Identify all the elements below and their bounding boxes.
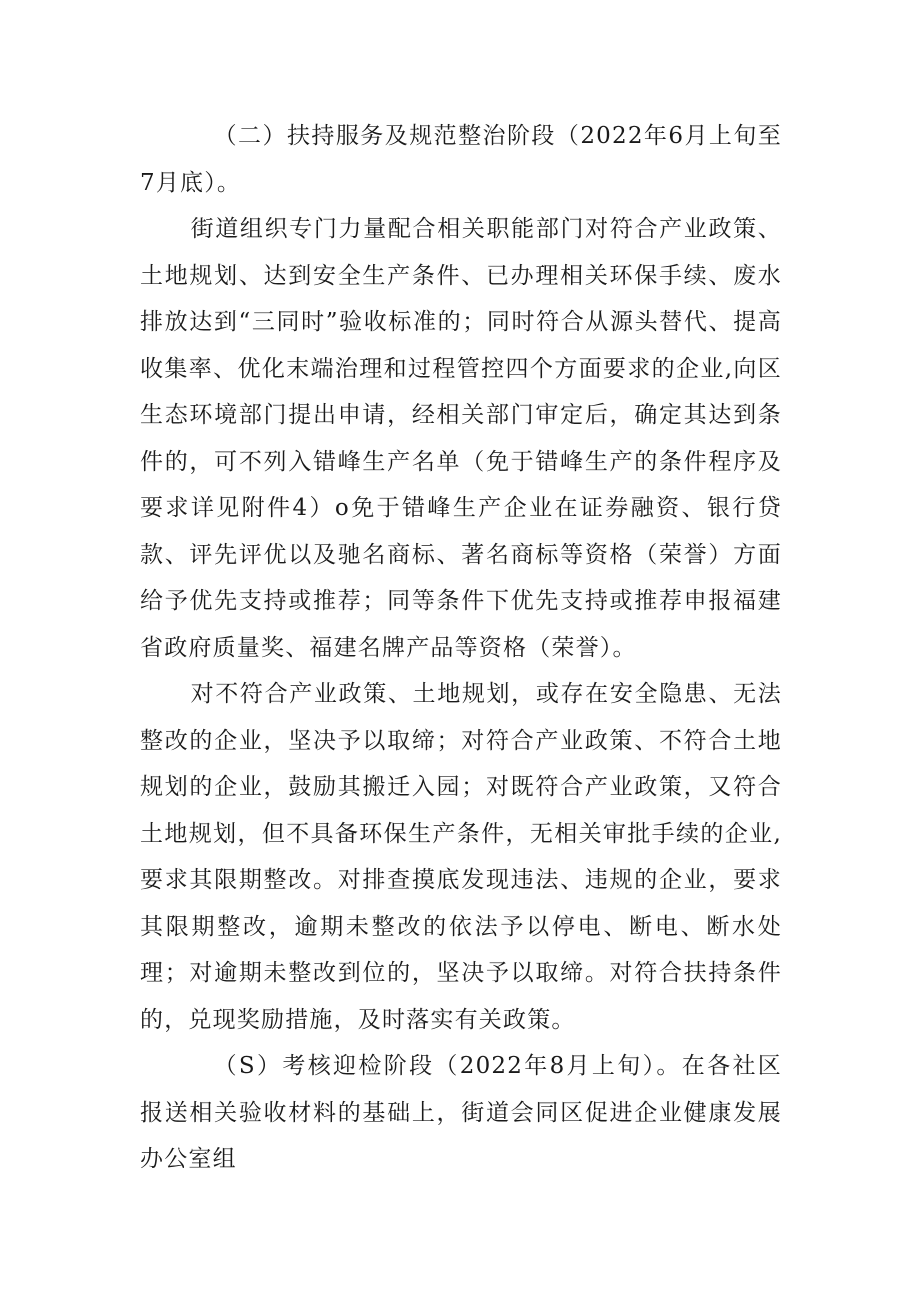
section-heading-inspection-phase: （S）考核迎检阶段（2022年8月上旬）。在各社区报送相关验收材料的基础上，街道会同区促进企业健康发展办公室组 bbox=[140, 1053, 782, 1172]
paragraph-support-conditions: 街道组织专门力量配合相关职能部门对符合产业政策、土地规划、达到安全生产条件、已办理相关环保手续、废水排放达到“三同时”验收标准的；同时符合从源头替代、提高收集率、优化末端治理和过程管控四个方面要求的企业,向区生态环境部门提出申请，经相关部门审定后，确定其达到条件的，可不列入错峰生产名单（免于错峰生产的条件程序及要求详见附件4）o免于错峰生产企业在证券融资、银行贷款、评先评优以及驰名商标、著名商标等资格（荣誉）方面给予优先支持或推荐；同等条件下优先支持或推荐申报福建省政府质量奖、福建名牌产品等资格（荣誉）。 bbox=[140, 216, 782, 661]
paragraph-rectification: 对不符合产业政策、土地规划，或存在安全隐患、无法整改的企业，坚决予以取缔；对符合产业政策、不符合土地规划的企业，鼓励其搬迁入园；对既符合产业政策，又符合土地规划，但不具备环保生产条件，无相关审批手续的企业,要求其限期整改。对排查摸底发现违法、违规的企业，要求其限期整改，逾期未整改的依法予以停电、断电、断水处理；对逾期未整改到位的，坚决予以取缔。对符合扶持条件的，兑现奖励措施，及时落实有关政策。 bbox=[140, 681, 782, 1033]
section-heading-support-phase: （二）扶持服务及规范整治阶段（2022年6月上旬至7月底）。 bbox=[140, 123, 782, 196]
document-body bbox=[140, 113, 782, 1183]
